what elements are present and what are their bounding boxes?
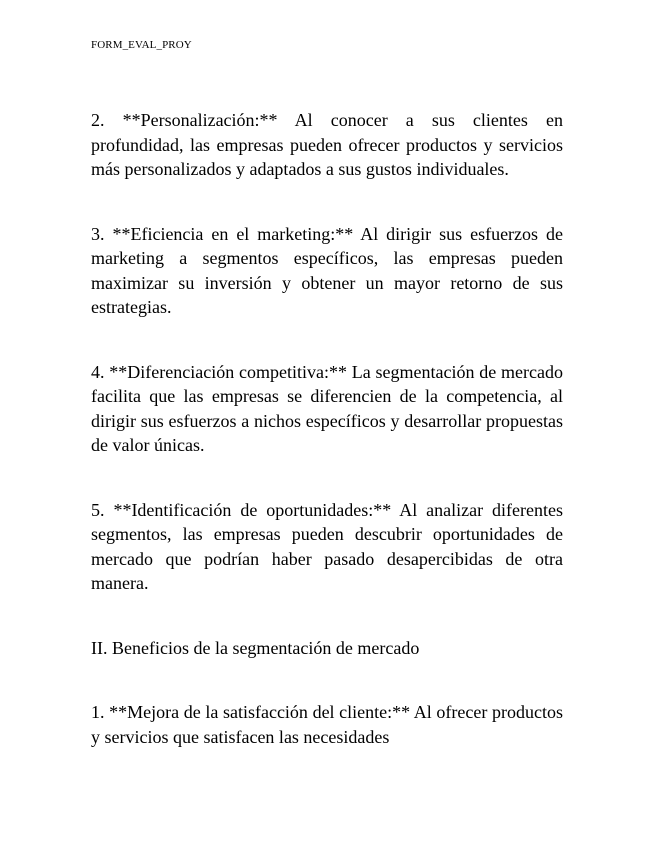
paragraph-satisfaccion-cliente: 1. **Mejora de la satisfacción del cliente:** Al ofrecer productos y servicios que satisfacen las necesidades xyxy=(91,702,563,747)
section-heading: II. Beneficios de la segmentación de mercado xyxy=(91,637,420,658)
paragraph-personalizacion: 2. **Personalización:** Al conocer a sus clientes en profundidad, las empresas pueden ofrecer productos y servicios más personalizados y adaptados a sus gustos individuales. xyxy=(91,110,563,179)
paragraph-eficiencia-marketing: 3. **Eficiencia en el marketing:** Al dirigir sus esfuerzos de marketing a segmentos específicos, las empresas pueden maximizar su inversión y obtener un mayor retorno de sus estrategias. xyxy=(91,223,563,317)
paragraph-diferenciacion-competitiva: 4. **Diferenciación competitiva:** La segmentación de mercado facilita que las empresas se diferencien de la competencia, al dirigir sus esfuerzos a nichos específicos y desarrollar propuestas de valor únicas. xyxy=(91,361,563,455)
document-body xyxy=(91,108,563,749)
paragraph-identificacion-oportunidades: 5. **Identificación de oportunidades:** Al analizar diferentes segmentos, las empresas pueden descubrir oportunidades de mercado que podrían haber pasado desapercibidas de otra manera. xyxy=(91,499,563,593)
page-header: FORM_EVAL_PROY xyxy=(91,39,192,51)
